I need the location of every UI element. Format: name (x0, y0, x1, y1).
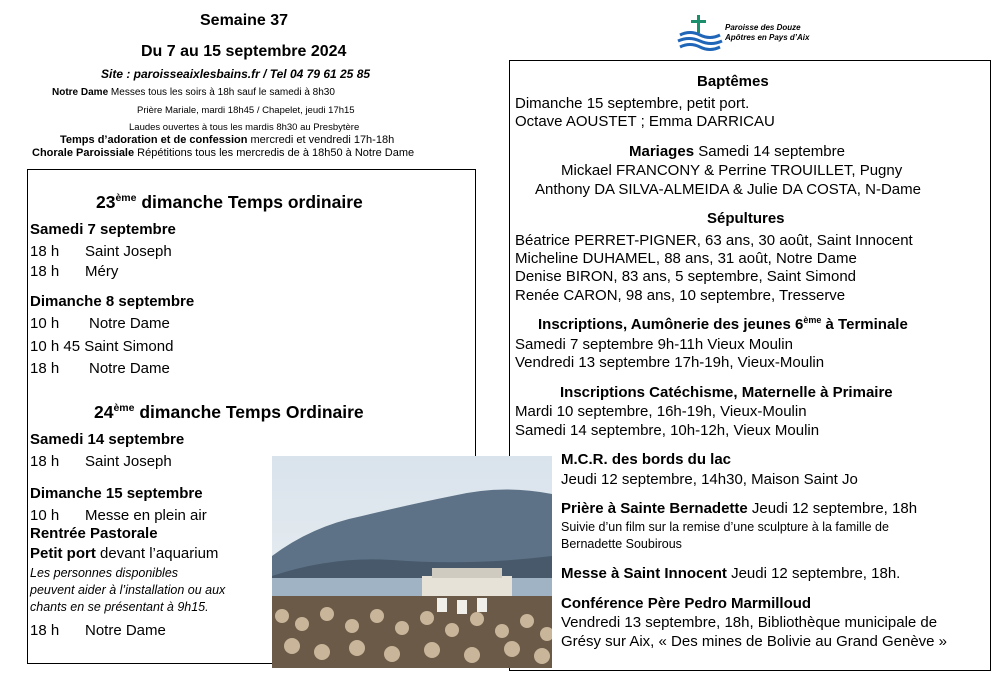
sep-line4: Renée CARON, 98 ans, 10 septembre, Tresserve (515, 287, 846, 304)
bern-line1: Suivie d’un film sur la remise d’une sculpture à la famille de (561, 520, 889, 534)
conf-line2: Grésy sur Aix, « Des mines de Bolivie au Grand Genève » (561, 633, 948, 650)
week-title: Semaine 37 (200, 12, 289, 29)
sun8-r1-time: 10 h (30, 315, 60, 332)
aum-line1: Samedi 7 septembre 9h-11h Vieux Moulin (515, 336, 793, 353)
mcr-line1: Jeudi 12 septembre, 14h30, Maison Saint Jo (561, 471, 858, 488)
sun8-r2: 10 h 45 Saint Simond (30, 338, 174, 355)
day-sat14: Samedi 14 septembre (30, 431, 185, 448)
cate-line1: Mardi 10 septembre, 16h-19h, Vieux-Moulin (515, 403, 807, 420)
day-sun15: Dimanche 15 septembre (30, 485, 203, 502)
site-line: Site : paroisseaixlesbains.fr / Tel 04 79 61 25 85 (101, 67, 371, 81)
sun15-r1-place: Messe en plein air (85, 507, 207, 524)
sun8-r1-place: Notre Dame (89, 315, 170, 332)
day-sun8: Dimanche 8 septembre (30, 293, 195, 310)
petit-port-text: devant l’aquarium (100, 545, 219, 562)
notre-dame-label: Notre Dame (52, 87, 109, 98)
mariages-line (629, 143, 845, 160)
mariages-date: Samedi 14 septembre (698, 143, 845, 160)
mcr-title: M.C.R. des bords du lac (561, 451, 732, 468)
adoration-text: mercredi et vendredi 17h-18h (250, 134, 395, 146)
title2-sup: ème (113, 402, 135, 415)
petit-port-line (30, 545, 218, 562)
rentree-pastorale: Rentrée Pastorale (30, 525, 158, 542)
sun15-r2-place: Notre Dame (85, 622, 166, 639)
cate-title: Inscriptions Catéchisme, Maternelle à Primaire (560, 384, 893, 401)
note-line2: peuvent aider à l’installation ou aux (30, 583, 226, 597)
sat7-r1-time: 18 h (30, 243, 60, 260)
logo-line1: Paroisse des Douze (725, 23, 801, 32)
sepultures-title: Sépultures (707, 210, 785, 227)
title1-post: dimanche Temps ordinaire (136, 192, 363, 212)
bern-line (561, 500, 917, 517)
sep-line2: Micheline DUHAMEL, 88 ans, 31 août, Notre Dame (515, 250, 857, 267)
mar-line1: Mickael FRANCONY & Perrine TROUILLET, Pugny (561, 162, 903, 179)
sun8-r3-place: Notre Dame (89, 360, 170, 377)
mar-line2: Anthony DA SILVA-ALMEIDA & Julie DA COSTA, N-Dame (535, 181, 921, 198)
adoration-label: Temps d’adoration et de confession (60, 134, 248, 146)
bern-date: Jeudi 12 septembre, 18h (751, 500, 918, 517)
messe-line (561, 565, 900, 582)
sat7-r2-place: Méry (85, 263, 119, 280)
date-range: Du 7 au 15 septembre 2024 (141, 43, 347, 60)
sep-line3: Denise BIRON, 83 ans, 5 septembre, Saint Simond (515, 268, 857, 285)
cate-line2: Samedi 14 septembre, 10h-12h, Vieux Moulin (515, 422, 820, 439)
aumonerie-title (538, 316, 908, 333)
aumonerie-sup: ème (803, 315, 822, 325)
cross-waves-icon (676, 13, 724, 53)
chorale-text: Répétitions tous les mercredis de à 18h50 à Notre Dame (137, 147, 415, 159)
notre-dame-text: Messes tous les soirs à 18h sauf le samedi à 8h30 (110, 87, 335, 98)
bern-title: Prière à Sainte Bernadette (561, 500, 748, 517)
note-line1: Les personnes disponibles (30, 566, 179, 580)
sun15-r2-time: 18 h (30, 622, 60, 639)
baptemes-title: Baptêmes (697, 73, 769, 90)
chorale-line (32, 147, 414, 159)
title-24-dimanche (94, 402, 364, 423)
sat7-r2-time: 18 h (30, 263, 60, 280)
petit-port-label: Petit port (30, 545, 96, 562)
day-sat7: Samedi 7 septembre (30, 221, 176, 238)
aum-line2: Vendredi 13 septembre 17h-19h, Vieux-Moulin (515, 354, 825, 371)
aumonerie-post: à Terminale (821, 316, 908, 333)
mariages-title: Mariages (629, 143, 695, 160)
bap-line2: Octave AOUSTET ; Emma DARRICAU (515, 113, 775, 130)
sun15-r1-time: 10 h (30, 507, 60, 524)
conf-line1: Vendredi 13 septembre, 18h, Bibliothèque municipale de (561, 614, 938, 631)
messe-title: Messe à Saint Innocent (561, 565, 727, 582)
title1-pre: 23 (96, 192, 116, 212)
adoration-line (60, 134, 394, 146)
laudes-line: Laudes ouvertes à tous les mardis 8h30 au Presbytère (129, 122, 360, 133)
bap-line1: Dimanche 15 septembre, petit port. (515, 95, 750, 112)
logo-line2: Apôtres en Pays d’Aix (725, 33, 810, 42)
sat14-r1-place: Saint Joseph (85, 453, 172, 470)
sat7-r1-place: Saint Joseph (85, 243, 172, 260)
priere-line: Prière Mariale, mardi 18h45 / Chapelet, jeudi 17h15 (137, 105, 355, 116)
notre-dame-line (52, 87, 335, 98)
aumonerie-pre: Inscriptions, Aumônerie des jeunes 6 (538, 316, 804, 333)
title2-pre: 24 (94, 402, 114, 422)
outdoor-mass-photo (272, 456, 552, 668)
chorale-label: Chorale Paroissiale (32, 147, 135, 159)
sep-line1: Béatrice PERRET-PIGNER, 63 ans, 30 août, Saint Innocent (515, 232, 913, 249)
conf-title: Conférence Père Pedro Marmilloud (561, 595, 812, 612)
parish-logo (676, 13, 846, 53)
sat14-r1-time: 18 h (30, 453, 60, 470)
sun8-r3-time: 18 h (30, 360, 60, 377)
bern-line2: Bernadette Soubirous (561, 537, 682, 551)
title2-post: dimanche Temps Ordinaire (134, 402, 364, 422)
note-line3: chants en se présentant à 9h15. (30, 600, 209, 614)
messe-date: Jeudi 12 septembre, 18h. (731, 565, 901, 582)
title1-sup: ème (115, 192, 137, 205)
title-23-dimanche (96, 192, 363, 213)
